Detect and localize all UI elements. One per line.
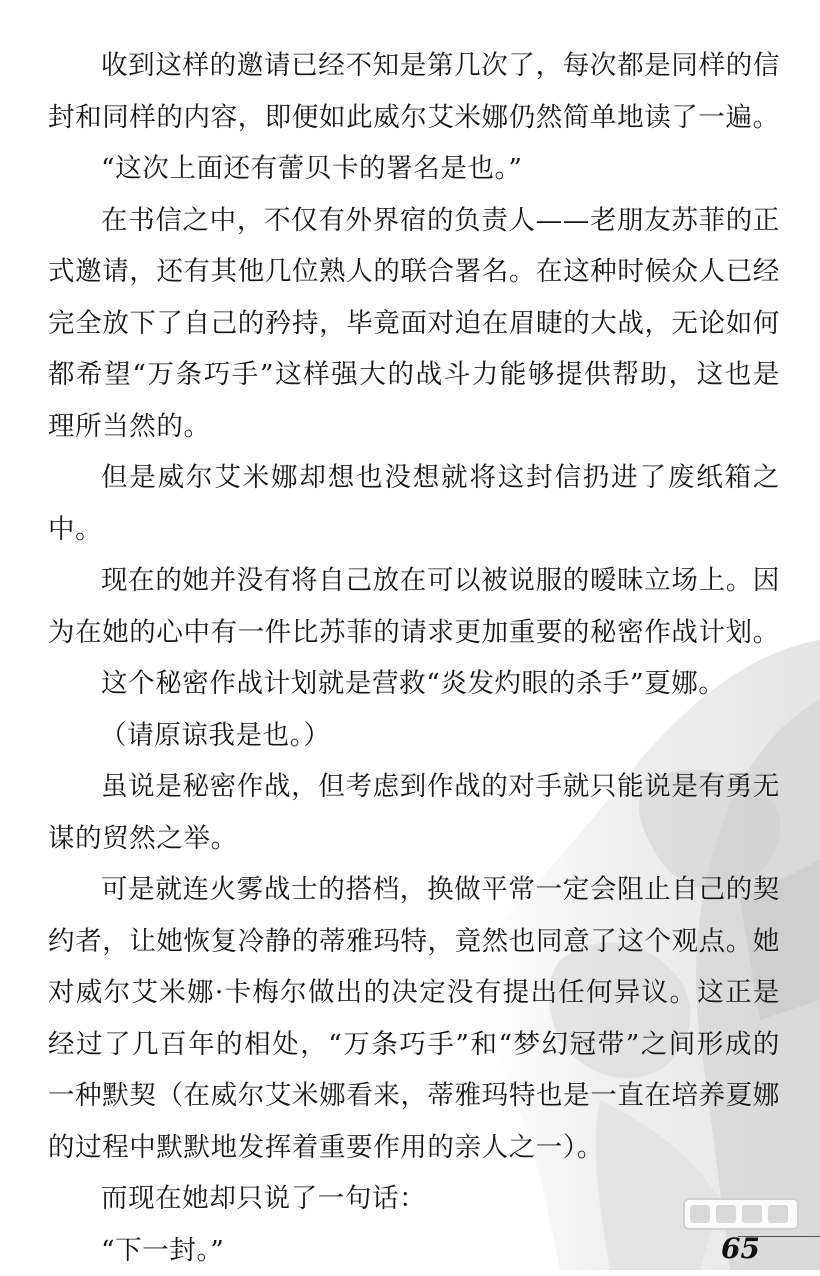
paragraph: 现在的她并没有将自己放在可以被说服的暧昧立场上。因为在她的心中有一件比苏菲的请求更加重要的秘密作战计划。	[48, 555, 780, 658]
paragraph: 这个秘密作战计划就是营救“炎发灼眼的杀手”夏娜。	[48, 658, 780, 710]
paragraph: 但是威尔艾米娜却想也没想就将这封信扔进了废纸箱之中。	[48, 452, 780, 555]
watermark-logo	[683, 1196, 799, 1232]
paragraph: （请原谅我是也。）	[48, 710, 780, 762]
paragraph: 而现在她却只说了一句话：	[48, 1173, 780, 1225]
paragraph: 在书信之中，不仅有外界宿的负责人——老朋友苏菲的正式邀请，还有其他几位熟人的联合署名。在这种时候众人已经完全放下了自己的矜持，毕竟面对迫在眉睫的大战，无论如何都希望“万条巧手”这样强大的战斗力能够提供帮助，这也是理所当然的。	[48, 195, 780, 453]
paragraph: 可是就连火雾战士的搭档，换做平常一定会阻止自己的契约者，让她恢复冷静的蒂雅玛特，竟然也同意了这个观点。她对威尔艾米娜·卡梅尔做出的决定没有提出任何异议。这正是经过了几百年的相处，“万条巧手”和“梦幻冠带”之间形成的一种默契（在威尔艾米娜看来，蒂雅玛特也是一直在培养夏娜的过程中默默地发挥着重要作用的亲人之一）。	[48, 864, 780, 1173]
paragraph: “下一封。”	[48, 1225, 780, 1276]
page-number: 65	[721, 1232, 760, 1265]
paragraph: 收到这样的邀请已经不知是第几次了，每次都是同样的信封和同样的内容，即便如此威尔艾米娜仍然简单地读了一遍。	[48, 40, 780, 143]
page-body	[48, 40, 780, 1276]
paragraph: 虽说是秘密作战，但考虑到作战的对手就只能说是有勇无谋的贸然之举。	[48, 761, 780, 864]
paragraph: “这次上面还有蕾贝卡的署名是也。”	[48, 143, 780, 195]
